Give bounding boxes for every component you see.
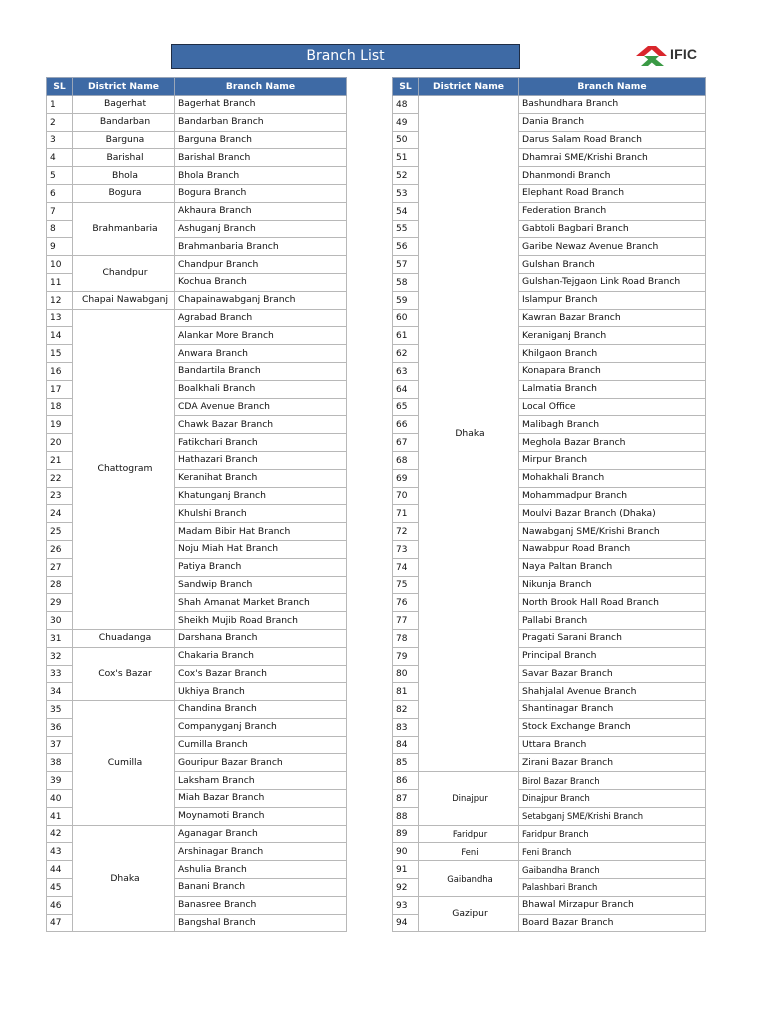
table-row (47, 131, 347, 149)
branch-name-cell: Anwara Branch (175, 345, 347, 363)
sl-cell: 13 (47, 309, 73, 327)
sl-cell: 92 (393, 879, 419, 897)
branch-name-cell: Kochua Branch (175, 273, 347, 291)
branch-name-cell: Stock Exchange Branch (519, 718, 706, 736)
branch-name-cell: Nawabpur Road Branch (519, 540, 706, 558)
branch-name-cell: Banasree Branch (175, 896, 347, 914)
branch-name-cell: North Brook Hall Road Branch (519, 594, 706, 612)
sl-cell: 66 (393, 416, 419, 434)
branch-name-cell: Elephant Road Branch (519, 184, 706, 202)
branch-name-cell: Chandpur Branch (175, 256, 347, 274)
sl-cell: 46 (47, 896, 73, 914)
branch-name-cell: Cumilla Branch (175, 736, 347, 754)
branch-name-cell: Savar Bazar Branch (519, 665, 706, 683)
sl-cell: 12 (47, 291, 73, 309)
district-cell: Brahmanbaria (73, 202, 175, 255)
header-branch: Branch Name (175, 78, 347, 96)
branch-name-cell: CDA Avenue Branch (175, 398, 347, 416)
branch-name-cell: Malibagh Branch (519, 416, 706, 434)
sl-cell: 64 (393, 380, 419, 398)
sl-cell: 89 (393, 825, 419, 843)
branch-name-cell: Barguna Branch (175, 131, 347, 149)
branch-name-cell: Arshinagar Branch (175, 843, 347, 861)
sl-cell: 10 (47, 256, 73, 274)
sl-cell: 16 (47, 362, 73, 380)
table-row (393, 896, 706, 914)
sl-cell: 23 (47, 487, 73, 505)
table-row (393, 772, 706, 790)
branch-name-cell: Fatikchari Branch (175, 434, 347, 452)
branch-name-cell: Gabtoli Bagbari Branch (519, 220, 706, 238)
sl-cell: 90 (393, 843, 419, 861)
sl-cell: 55 (393, 220, 419, 238)
sl-cell: 4 (47, 149, 73, 167)
sl-cell: 87 (393, 790, 419, 808)
branch-name-cell: Sandwip Branch (175, 576, 347, 594)
branch-name-cell: Bhawal Mirzapur Branch (519, 896, 706, 914)
table-row (393, 825, 706, 843)
table-header-row (47, 78, 347, 96)
branch-name-cell: Companyganj Branch (175, 718, 347, 736)
sl-cell: 8 (47, 220, 73, 238)
sl-cell: 9 (47, 238, 73, 256)
branch-table-left (46, 77, 347, 932)
ific-logo-icon (634, 43, 670, 69)
branch-name-cell: Shah Amanat Market Branch (175, 594, 347, 612)
sl-cell: 51 (393, 149, 419, 167)
branch-name-cell: Bogura Branch (175, 184, 347, 202)
branch-name-cell: Agrabad Branch (175, 309, 347, 327)
sl-cell: 41 (47, 807, 73, 825)
sl-cell: 50 (393, 131, 419, 149)
branch-name-cell: Khulshi Branch (175, 505, 347, 523)
district-cell: Cox's Bazar (73, 647, 175, 700)
branch-name-cell: Darus Salam Road Branch (519, 131, 706, 149)
branch-name-cell: Lalmatia Branch (519, 380, 706, 398)
sl-cell: 2 (47, 113, 73, 131)
branch-name-cell: Feni Branch (519, 843, 706, 861)
sl-cell: 19 (47, 416, 73, 434)
sl-cell: 39 (47, 772, 73, 790)
table-row (47, 113, 347, 131)
sl-cell: 38 (47, 754, 73, 772)
branch-table-right (392, 77, 706, 932)
branch-name-cell: Darshana Branch (175, 629, 347, 647)
branch-name-cell: Alankar More Branch (175, 327, 347, 345)
sl-cell: 35 (47, 701, 73, 719)
branch-name-cell: Keraniganj Branch (519, 327, 706, 345)
branch-name-cell: Moynamoti Branch (175, 807, 347, 825)
branch-name-cell: Shantinagar Branch (519, 701, 706, 719)
branch-name-cell: Khilgaon Branch (519, 345, 706, 363)
sl-cell: 15 (47, 345, 73, 363)
district-cell: Chapai Nawabganj (73, 291, 175, 309)
branch-name-cell: Birol Bazar Branch (519, 772, 706, 790)
branch-name-cell: Keranihat Branch (175, 469, 347, 487)
branch-name-cell: Nawabganj SME/Krishi Branch (519, 523, 706, 541)
sl-cell: 22 (47, 469, 73, 487)
sl-cell: 5 (47, 167, 73, 185)
sl-cell: 78 (393, 629, 419, 647)
district-cell: Bogura (73, 184, 175, 202)
table-row (47, 629, 347, 647)
sl-cell: 59 (393, 291, 419, 309)
branch-name-cell: Boalkhali Branch (175, 380, 347, 398)
sl-cell: 77 (393, 612, 419, 630)
sl-cell: 49 (393, 113, 419, 131)
branch-name-cell: Bashundhara Branch (519, 96, 706, 114)
branch-name-cell: Gouripur Bazar Branch (175, 754, 347, 772)
table-header-row (393, 78, 706, 96)
table-row (393, 96, 706, 114)
district-cell: Dhaka (419, 96, 519, 772)
table-row (47, 825, 347, 843)
branch-name-cell: Pragati Sarani Branch (519, 629, 706, 647)
branch-name-cell: Gaibandha Branch (519, 861, 706, 879)
branch-name-cell: Mirpur Branch (519, 451, 706, 469)
sl-cell: 24 (47, 505, 73, 523)
sl-cell: 37 (47, 736, 73, 754)
branch-name-cell: Zirani Bazar Branch (519, 754, 706, 772)
table-row (393, 843, 706, 861)
branch-name-cell: Chapainawabganj Branch (175, 291, 347, 309)
logo-text: IFIC (670, 46, 698, 62)
district-cell: Bandarban (73, 113, 175, 131)
table-row (47, 184, 347, 202)
sl-cell: 30 (47, 612, 73, 630)
branch-name-cell: Pallabi Branch (519, 612, 706, 630)
sl-cell: 75 (393, 576, 419, 594)
branch-name-cell: Khatunganj Branch (175, 487, 347, 505)
sl-cell: 84 (393, 736, 419, 754)
district-cell: Cumilla (73, 701, 175, 826)
branch-name-cell: Konapara Branch (519, 362, 706, 380)
branch-name-cell: Federation Branch (519, 202, 706, 220)
sl-cell: 88 (393, 807, 419, 825)
sl-cell: 56 (393, 238, 419, 256)
district-cell: Barguna (73, 131, 175, 149)
sl-cell: 33 (47, 665, 73, 683)
district-cell: Gazipur (419, 896, 519, 932)
sl-cell: 83 (393, 718, 419, 736)
branch-name-cell: Banani Branch (175, 879, 347, 897)
branch-name-cell: Hathazari Branch (175, 451, 347, 469)
district-cell: Chattogram (73, 309, 175, 629)
district-cell: Chuadanga (73, 629, 175, 647)
branch-name-cell: Faridpur Branch (519, 825, 706, 843)
sl-cell: 85 (393, 754, 419, 772)
district-cell: Dhaka (73, 825, 175, 932)
branch-name-cell: Chandina Branch (175, 701, 347, 719)
sl-cell: 45 (47, 879, 73, 897)
sl-cell: 80 (393, 665, 419, 683)
sl-cell: 94 (393, 914, 419, 932)
branch-name-cell: Nikunja Branch (519, 576, 706, 594)
sl-cell: 71 (393, 505, 419, 523)
ific-logo (634, 43, 714, 69)
table-row (47, 291, 347, 309)
branch-name-cell: Principal Branch (519, 647, 706, 665)
sl-cell: 20 (47, 434, 73, 452)
sl-cell: 34 (47, 683, 73, 701)
branch-name-cell: Akhaura Branch (175, 202, 347, 220)
branch-name-cell: Sheikh Mujib Road Branch (175, 612, 347, 630)
branch-name-cell: Uttara Branch (519, 736, 706, 754)
sl-cell: 82 (393, 701, 419, 719)
header-branch: Branch Name (519, 78, 706, 96)
sl-cell: 54 (393, 202, 419, 220)
sl-cell: 44 (47, 861, 73, 879)
branch-name-cell: Kawran Bazar Branch (519, 309, 706, 327)
district-cell: Bagerhat (73, 96, 175, 114)
district-cell: Barishal (73, 149, 175, 167)
sl-cell: 6 (47, 184, 73, 202)
table-row (47, 96, 347, 114)
branch-name-cell: Gulshan Branch (519, 256, 706, 274)
table-row (47, 202, 347, 220)
branch-name-cell: Aganagar Branch (175, 825, 347, 843)
sl-cell: 63 (393, 362, 419, 380)
branch-name-cell: Bandartila Branch (175, 362, 347, 380)
branch-name-cell: Board Bazar Branch (519, 914, 706, 932)
branch-name-cell: Madam Bibir Hat Branch (175, 523, 347, 541)
district-cell: Dinajpur (419, 772, 519, 825)
sl-cell: 32 (47, 647, 73, 665)
sl-cell: 7 (47, 202, 73, 220)
sl-cell: 21 (47, 451, 73, 469)
branch-name-cell: Moulvi Bazar Branch (Dhaka) (519, 505, 706, 523)
sl-cell: 73 (393, 540, 419, 558)
branch-name-cell: Gulshan-Tejgaon Link Road Branch (519, 273, 706, 291)
district-cell: Faridpur (419, 825, 519, 843)
branch-name-cell: Barishal Branch (175, 149, 347, 167)
branch-name-cell: Laksham Branch (175, 772, 347, 790)
sl-cell: 43 (47, 843, 73, 861)
branch-name-cell: Noju Miah Hat Branch (175, 540, 347, 558)
sl-cell: 17 (47, 380, 73, 398)
branch-name-cell: Palashbari Branch (519, 879, 706, 897)
branch-name-cell: Chakaria Branch (175, 647, 347, 665)
sl-cell: 28 (47, 576, 73, 594)
table-row (393, 861, 706, 879)
sl-cell: 14 (47, 327, 73, 345)
sl-cell: 29 (47, 594, 73, 612)
branch-name-cell: Garibe Newaz Avenue Branch (519, 238, 706, 256)
branch-name-cell: Setabganj SME/Krishi Branch (519, 807, 706, 825)
branch-name-cell: Bhola Branch (175, 167, 347, 185)
sl-cell: 61 (393, 327, 419, 345)
page-title: Branch List (171, 44, 520, 69)
branch-name-cell: Dania Branch (519, 113, 706, 131)
sl-cell: 74 (393, 558, 419, 576)
sl-cell: 57 (393, 256, 419, 274)
sl-cell: 60 (393, 309, 419, 327)
sl-cell: 42 (47, 825, 73, 843)
branch-name-cell: Brahmanbaria Branch (175, 238, 347, 256)
table-row (47, 309, 347, 327)
sl-cell: 91 (393, 861, 419, 879)
header-sl: SL (393, 78, 419, 96)
district-cell: Gaibandha (419, 861, 519, 897)
sl-cell: 11 (47, 273, 73, 291)
sl-cell: 72 (393, 523, 419, 541)
branch-name-cell: Islampur Branch (519, 291, 706, 309)
sl-cell: 1 (47, 96, 73, 114)
table-row (47, 149, 347, 167)
branch-name-cell: Bandarban Branch (175, 113, 347, 131)
sl-cell: 27 (47, 558, 73, 576)
branch-name-cell: Mohammadpur Branch (519, 487, 706, 505)
sl-cell: 3 (47, 131, 73, 149)
branch-name-cell: Cox's Bazar Branch (175, 665, 347, 683)
header-sl: SL (47, 78, 73, 96)
table-row (47, 256, 347, 274)
branch-name-cell: Patiya Branch (175, 558, 347, 576)
branch-name-cell: Ukhiya Branch (175, 683, 347, 701)
branch-name-cell: Bagerhat Branch (175, 96, 347, 114)
table-row (47, 701, 347, 719)
sl-cell: 31 (47, 629, 73, 647)
branch-name-cell: Naya Paltan Branch (519, 558, 706, 576)
sl-cell: 62 (393, 345, 419, 363)
branch-name-cell: Shahjalal Avenue Branch (519, 683, 706, 701)
branch-name-cell: Ashulia Branch (175, 861, 347, 879)
branch-name-cell: Mohakhali Branch (519, 469, 706, 487)
branch-name-cell: Dhamrai SME/Krishi Branch (519, 149, 706, 167)
sl-cell: 47 (47, 914, 73, 932)
district-cell: Bhola (73, 167, 175, 185)
district-cell: Feni (419, 843, 519, 861)
sl-cell: 48 (393, 96, 419, 114)
branch-name-cell: Chawk Bazar Branch (175, 416, 347, 434)
district-cell: Chandpur (73, 256, 175, 292)
sl-cell: 68 (393, 451, 419, 469)
sl-cell: 81 (393, 683, 419, 701)
header-district: District Name (73, 78, 175, 96)
sl-cell: 40 (47, 790, 73, 808)
sl-cell: 67 (393, 434, 419, 452)
sl-cell: 93 (393, 896, 419, 914)
branch-name-cell: Dhanmondi Branch (519, 167, 706, 185)
sl-cell: 79 (393, 647, 419, 665)
sl-cell: 52 (393, 167, 419, 185)
branch-name-cell: Bangshal Branch (175, 914, 347, 932)
sl-cell: 70 (393, 487, 419, 505)
sl-cell: 76 (393, 594, 419, 612)
branch-name-cell: Miah Bazar Branch (175, 790, 347, 808)
sl-cell: 86 (393, 772, 419, 790)
sl-cell: 25 (47, 523, 73, 541)
branch-name-cell: Dinajpur Branch (519, 790, 706, 808)
sl-cell: 36 (47, 718, 73, 736)
table-row (47, 167, 347, 185)
table-row (47, 647, 347, 665)
sl-cell: 26 (47, 540, 73, 558)
sl-cell: 58 (393, 273, 419, 291)
sl-cell: 18 (47, 398, 73, 416)
branch-name-cell: Ashuganj Branch (175, 220, 347, 238)
header-district: District Name (419, 78, 519, 96)
sl-cell: 65 (393, 398, 419, 416)
sl-cell: 53 (393, 184, 419, 202)
branch-name-cell: Meghola Bazar Branch (519, 434, 706, 452)
sl-cell: 69 (393, 469, 419, 487)
branch-name-cell: Local Office (519, 398, 706, 416)
